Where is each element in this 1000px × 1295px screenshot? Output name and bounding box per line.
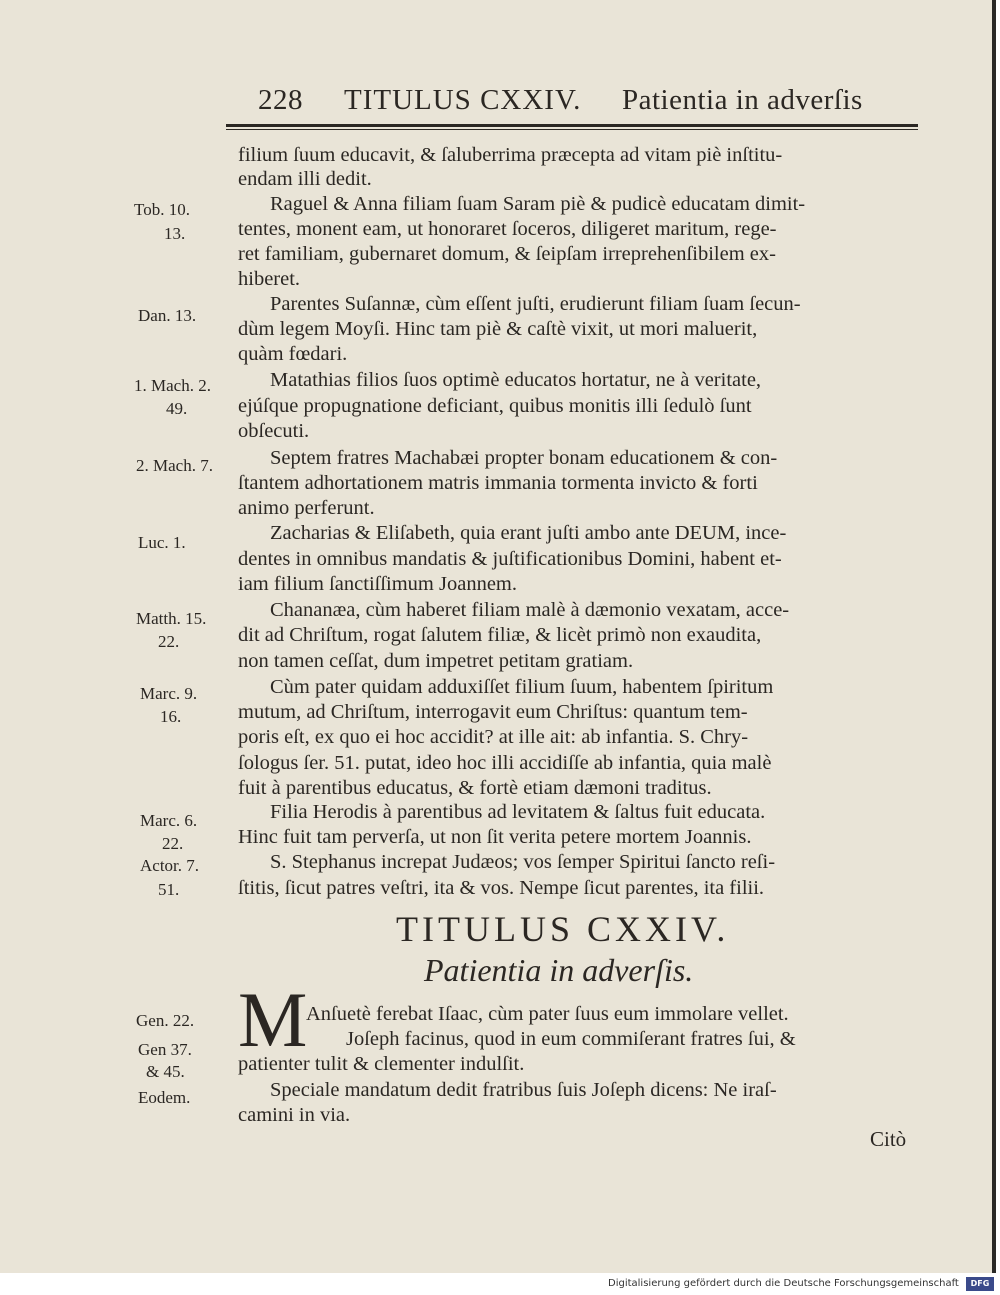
- margin-note: Luc. 1.: [138, 533, 186, 552]
- text-line: Parentes Suſannæ, cùm eſſent juſti, erudierunt filiam ſuam ſecun-: [270, 293, 801, 315]
- text-line: Zacharias & Eliſabeth, quia erant juſti ambo ante DEUM, ince-: [270, 522, 787, 544]
- text-line: animo perferunt.: [238, 497, 375, 519]
- header-rule: [226, 124, 918, 127]
- text-line: ejúſque propugnatione deficiant, quibus monitis illi ſedulò ſunt: [238, 395, 752, 417]
- section-title: TITULUS CXXIV.: [396, 909, 730, 949]
- margin-note: Marc. 9.: [140, 684, 198, 703]
- margin-note: 51.: [158, 880, 180, 899]
- text-line: Septem fratres Machabæi propter bonam educationem & con-: [270, 447, 778, 469]
- section-subtitle: Patientia in adverſis.: [424, 952, 694, 988]
- catchword: Citò: [870, 1127, 907, 1151]
- drop-cap: M: [238, 976, 308, 1063]
- text-line: Raguel & Anna filiam ſuam Saram piè & pudicè educatam dimit-: [270, 193, 806, 215]
- margin-note: Dan. 13.: [138, 306, 197, 325]
- text-line: obſecuti.: [238, 420, 310, 442]
- text-line: Speciale mandatum dedit fratribus ſuis Joſeph dicens: Ne iraſ-: [270, 1079, 777, 1101]
- margin-note: Eodem.: [138, 1088, 191, 1107]
- text-line: hiberet.: [238, 268, 301, 290]
- text-line: camini in via.: [238, 1104, 351, 1126]
- margin-note: 2. Mach. 7.: [136, 456, 213, 475]
- text-line: tentes, monent eam, ut honoraret ſoceros, diligeret maritum, rege-: [238, 218, 777, 240]
- header-subject: Patientia in adverſis: [622, 84, 863, 116]
- text-line: dentes in omnibus mandatis & juſtificationibus Domini, habent et-: [238, 548, 782, 570]
- text-line: S. Stephanus increpat Judæos; vos ſemper Spiritui ſancto reſi-: [270, 851, 776, 873]
- text-line: iam filium ſanctiſſimum Joannem.: [238, 573, 517, 595]
- margin-note: Actor. 7.: [140, 856, 200, 875]
- text-line: fuit à parentibus educatus, & fortè etiam dæmoni traditus.: [238, 777, 712, 799]
- text-line: endam illi dedit.: [238, 168, 372, 190]
- digitization-credit: Digitalisierung gefördert durch die Deutsche Forschungsgemeinschaft: [608, 1278, 959, 1289]
- margin-note: 22.: [158, 632, 180, 651]
- text-line: ſtitis, ſicut patres veſtri, ita & vos. Nempe ſicut parentes, ita filii.: [238, 877, 765, 899]
- text-line: patienter tulit & clementer indulſit.: [238, 1053, 525, 1075]
- text-line: non tamen ceſſat, dum impetret petitam gratiam.: [238, 650, 634, 672]
- margin-note: 49.: [166, 399, 188, 418]
- header-title: TITULUS CXXIV.: [344, 84, 582, 116]
- margin-note: 13.: [164, 224, 186, 243]
- text-line: Hinc fuit tam perverſa, ut non ſit verita petere mortem Joannis.: [238, 826, 752, 848]
- text-line: Chananæa, cùm haberet filiam malè à dæmonio vexatam, acce-: [270, 599, 790, 621]
- text-line: ſtantem adhortationem matris immania tormenta invicto & forti: [238, 472, 758, 494]
- text-line: Filia Herodis à parentibus ad levitatem & ſaltus fuit educata.: [270, 801, 766, 823]
- text-line: poris eſt, ex quo ei hoc accidit? at ille ait: ab infantia. S. Chry-: [238, 726, 749, 748]
- text-line: dùm legem Moyſi. Hinc tam piè & caſtè vixit, ut mori maluerit,: [238, 318, 758, 340]
- text-line: mutum, ad Chriſtum, interrogavit eum Chriſtus: quantum tem-: [238, 701, 748, 723]
- text-line: Cùm pater quidam adduxiſſet filium ſuum, habentem ſpiritum: [270, 676, 774, 698]
- margin-note: Matth. 15.: [136, 609, 207, 628]
- page-number: 228: [258, 84, 303, 116]
- margin-note: 1. Mach. 2.: [134, 376, 211, 395]
- text-line: dit ad Chriſtum, rogat ſalutem filiæ, & licèt primò non exaudita,: [238, 624, 762, 646]
- margin-note: Gen 37.: [138, 1040, 192, 1059]
- header-rule-thin: [226, 129, 918, 130]
- text-line: Matathias filios ſuos optimè educatos hortatur, ne à veritate,: [270, 369, 762, 391]
- margin-note: 22.: [162, 834, 184, 853]
- text-line: Joſeph facinus, quod in eum commiſerant fratres ſui, &: [346, 1028, 796, 1050]
- text-line: ſologus ſer. 51. putat, ideo hoc illi accidiſſe ab infantia, quia malè: [238, 752, 772, 774]
- margin-note: Marc. 6.: [140, 811, 198, 830]
- margin-note: Tob. 10.: [134, 200, 190, 219]
- dfg-logo: DFG: [966, 1277, 994, 1291]
- margin-note: Gen. 22.: [136, 1011, 195, 1030]
- text-line: filium ſuum educavit, & ſaluberrima præcepta ad vitam piè inſtitu-: [238, 144, 783, 166]
- text-line: Anſuetè ferebat Iſaac, cùm pater ſuus eum immolare vellet.: [306, 1003, 789, 1025]
- margin-note: & 45.: [146, 1062, 185, 1081]
- margin-note: 16.: [160, 707, 182, 726]
- text-line: ret familiam, gubernaret domum, & ſeipſam irreprehenſibilem ex-: [238, 243, 776, 265]
- running-header: [258, 84, 863, 124]
- text-line: quàm fœdari.: [238, 343, 348, 365]
